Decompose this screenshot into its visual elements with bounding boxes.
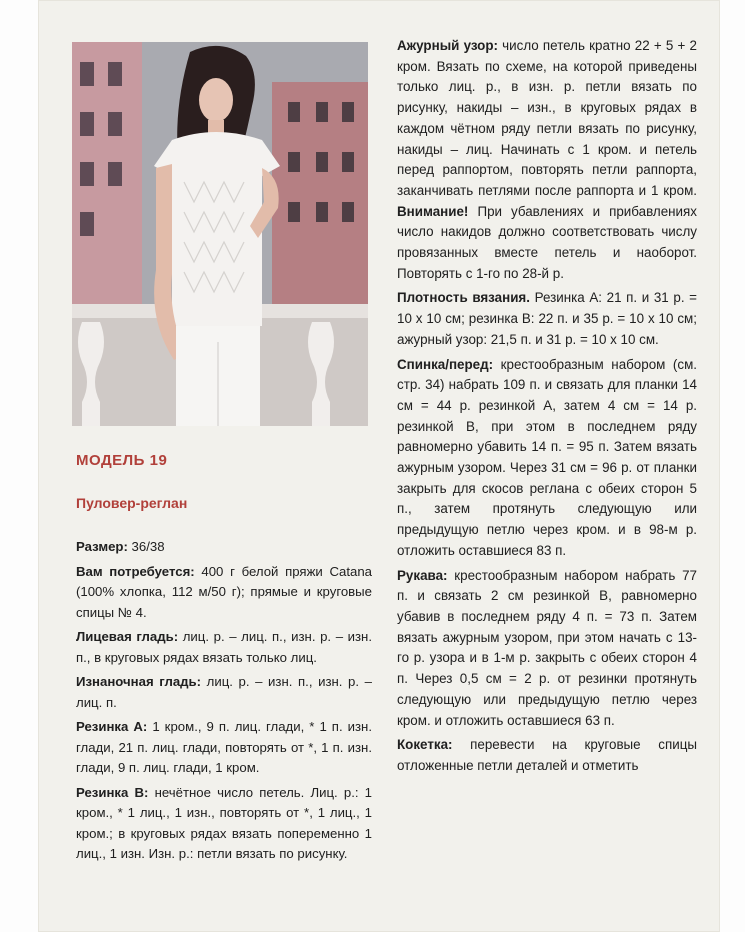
reverse-stockinette-paragraph xyxy=(76,672,372,713)
size-term: Размер: xyxy=(76,539,128,554)
attention-text: При убавлениях и прибавлениях число накидов должно соответствовать числу провязанных вместе петель и наоборот. Повторять с 1-го по 28-й р. xyxy=(397,203,697,281)
stockinette-paragraph xyxy=(76,627,372,668)
rib-a-text: 1 кром., 9 п. лиц. глади, * 1 п. изн. глади, 21 п. лиц. глади, повторять от *, 1 п. изн. глади, 9 п. лиц. глади, 1 кром. xyxy=(76,719,372,775)
lace-pattern-text: число петель кратно 22 + 5 + 2 кром. Вязать по схеме, на которой приведены только лиц. р., в изн. р. петли вязать по рисунку, накиды – изн., в круговых рядах в каждом чётном ряду петли вязать по рисунку, накиды – лиц. Начинать с 1 кром. и петель перед раппортом, повторять петли раппорта, заканчивать петлями после раппорта и 1 кром. xyxy=(397,38,697,198)
attention-term: Внимание! xyxy=(397,203,469,219)
sleeves-term: Рукава: xyxy=(397,567,448,583)
model-subtitle: Пуловер-реглан xyxy=(76,495,188,511)
rib-a-paragraph xyxy=(76,717,372,779)
yoke-term: Кокетка: xyxy=(397,737,453,753)
left-column xyxy=(76,452,372,869)
rib-b-term: Резинка В: xyxy=(76,784,149,800)
back-front-paragraph xyxy=(397,355,697,562)
back-front-text: крестообразным набором (см. стр. 34) набрать 109 п. и связать для планки 14 см = 44 р. резинкой А, затем 4 см = 14 р. резинкой В, при этом в последнем ряду равномерно убавить 14 п. = 95 п. Затем вязать ажурным узором. Через 31 см = 96 р. от планки закрыть для скосов реглана с обеих сторон 5 п., затем протянуть следующую или предыдущую петлю через кром. и в 98-м р. отложить оставшиеся 83 п. xyxy=(397,356,697,558)
rib-b-paragraph xyxy=(76,783,372,865)
reverse-stockinette-term: Изнаночная гладь: xyxy=(76,674,202,689)
size-paragraph xyxy=(76,537,372,558)
back-front-term: Спинка/перед: xyxy=(397,356,494,372)
materials-term: Вам потребуется: xyxy=(76,563,195,579)
yoke-text: перевести на круговые спицы отложенные петли деталей и отметить xyxy=(397,737,697,773)
lace-pattern-paragraph xyxy=(397,36,697,284)
right-column xyxy=(397,36,697,781)
gauge-text: Резинка А: 21 п. и 31 р. = 10 х 10 см; резинка В: 22 п. и 35 р. = 10 х 10 см; ажурный узор: 21,5 п. и 31 р. = 10 х 10 см. xyxy=(397,290,697,347)
sleeves-text: крестообразным набором набрать 77 п. и связать 2 см резинкой В, равномерно убавив в последнем ряду 4 п. = 73 п. Затем вязать ажурным узором, при этом начать с 13-го р. узора и в 1-м р. закрыть с обеих сторон 4 п. Через 0,5 см = 2 р. от резинки протянуть следующую или предыдущую петлю через кром. и отложить оставшиеся 63 п. xyxy=(397,567,697,728)
lace-pattern-term: Ажурный узор: xyxy=(397,38,498,53)
sleeves-paragraph xyxy=(397,566,697,732)
model-photo xyxy=(72,42,368,426)
rib-b-text: нечётное число петель. Лиц. р.: 1 кром., * 1 лиц., 1 изн., повторять от *, 1 лиц., 1 кром.; в круговых рядах вязать попеременно 1 лиц., 1 изн. Изн. р.: петли вязать по рисунку. xyxy=(76,784,372,861)
gauge-term: Плотность вязания. xyxy=(397,290,530,306)
model-title: МОДЕЛЬ 19 xyxy=(76,452,168,469)
size-text: 36/38 xyxy=(127,539,165,554)
woman-in-white-pullover-image xyxy=(72,42,368,426)
rib-a-term: Резинка А: xyxy=(76,719,148,734)
reverse-stockinette-text: лиц. р. – изн. п., изн. р. – лиц. п. xyxy=(76,674,372,710)
gauge-paragraph xyxy=(397,288,697,350)
yoke-paragraph xyxy=(397,735,697,776)
materials-paragraph xyxy=(76,562,372,624)
stockinette-term: Лицевая гладь: xyxy=(76,629,179,644)
materials-text: 400 г белой пряжи Catana (100% хлопка, 112 м/50 г); прямые и круговые спицы № 4. xyxy=(76,563,372,620)
stockinette-text: лиц. р. – лиц. п., изн. р. – изн. п., в круговых рядах вязать только лиц. xyxy=(76,629,372,665)
